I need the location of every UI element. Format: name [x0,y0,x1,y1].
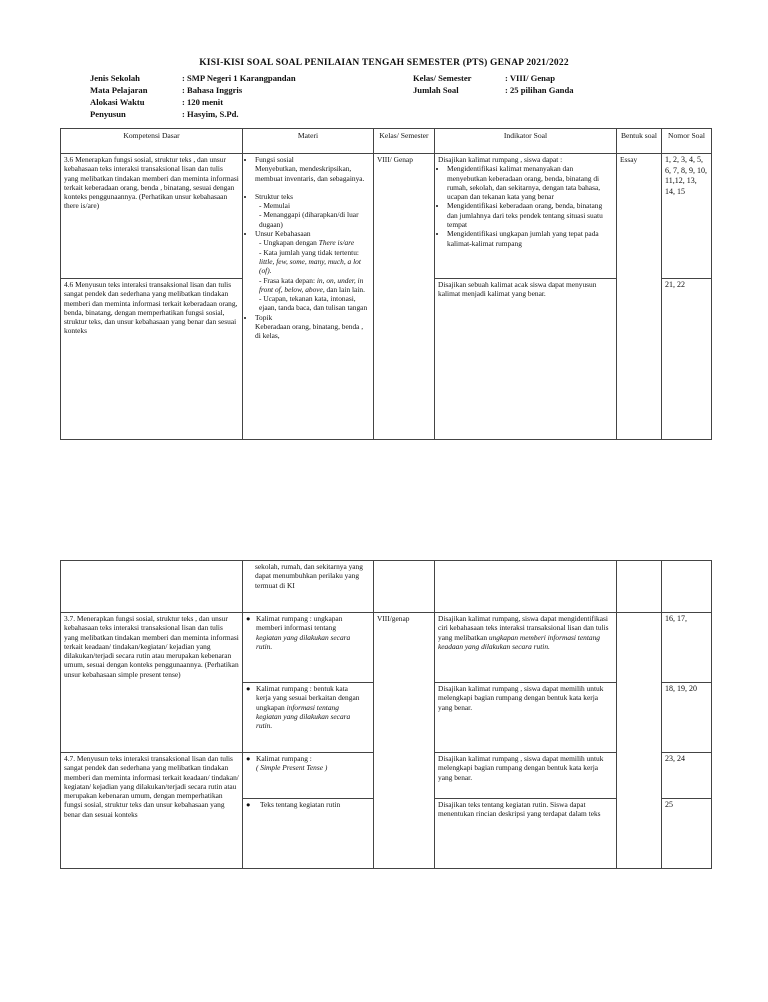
materi-cell-4-7-a [243,753,374,799]
col-header-kd: Kompetensi Dasar [61,129,243,154]
materi-unsur-item [259,276,370,295]
materi-unsur-item: - Ucapan, tekanan kata, intonasi, ejaan, tanda baca, dan tulisan tangan [259,294,370,313]
text-italic: There is/are [318,238,355,248]
meta-row-sekolah [90,72,296,84]
materi-unsur-item [259,238,370,247]
materi-continued: sekolah, rumah, dan sekitarnya yang dapat menumbuhkan perilaku yang termuat di KI [243,561,374,613]
text-italic: informasi tentang kegiatan yang dilakukan secara rutin. [256,702,351,731]
bullet-icon: ● [246,614,251,623]
col-header-materi: Materi [243,129,374,154]
meta-row-mapel [90,84,296,96]
meta-left [90,72,296,120]
meta-label: Jenis Sekolah [90,73,140,83]
bullet-icon: ● [246,684,251,693]
materi-text [256,684,362,730]
indikator-cell-3-6 [435,154,617,279]
bullet-icon: ● [246,800,251,809]
meta-label: Alokasi Waktu [90,97,145,107]
materi-struktur-item: - Memulai [259,201,370,210]
indikator-intro: Disajikan kalimat rumpang , siswa dapat : [438,155,563,164]
kelas-cell-2: VIII/genap [374,613,435,869]
text: Kalimat rumpang : bentuk kata kerja yang sesuai berkaitan dengan ungkapan [256,684,360,712]
materi-fungsi-body: Menyebutkan, mendeskripsikan, membuat inventaris, dan sebagainya. [255,164,365,183]
bullet-icon: ● [246,754,251,763]
text: dan lain lain. [324,284,365,294]
materi-text [256,754,362,773]
materi-struktur-item: - Menanggapi (diharapkan/di luar dugaan) [259,210,370,229]
meta-value: : Hasyim, S.Pd. [182,109,239,119]
text: Kalimat rumpang : [256,754,312,763]
text-italic: in, on, under, in front of, below, above, [259,275,364,294]
bentuk-cell-2 [617,613,662,869]
kelas-cell: VIII/ Genap [374,154,435,440]
meta-row-penyusun [90,108,296,120]
indikator-cell-3-7-b: Disajikan kalimat rumpang , siswa dapat memilih untuk melengkapi bagian rumpang dengan bentuk kata kerja yang benar. [435,683,617,753]
text-italic: ungkapan memberi informasi tentang keadaan yang dilakukan secara rutin. [438,632,600,651]
text: Kalimat rumpang : ungkapan memberi informasi tentang [256,614,343,633]
kd-cell-empty [61,561,243,613]
col-header-bentuk: Bentuk soal [617,129,662,154]
kd-cell-3-7: 3.7. Menerapkan fungsi sosial, struktur teks , dan unsur kebahasaan teks interaksi transaksional lisan dan tulis yang melibatkan tindakan memberi dan meminta informasi terkait keadaan/ tindakan/kegiatan/ kejadian yang dilakukan/terjadi secara rutin atau merupakan kebenaran umum, sesuai dengan konteks penggunaannya. (Perhatikan unsur kebahasaan simple present tense) [61,613,243,753]
indikator-item: • Mengidentifikasi kalimat menanyakan dan menyebutkan keberadaan orang, benda, binatang di rumah, sekolah, dan sekitarnya, dengan tata bahasa, ucapan dan tekanan kata yang benar [447,164,613,201]
nomor-cell-3-7-b: 18, 19, 20 [662,683,712,753]
meta-value: : 120 menit [182,97,224,107]
text: Kata jumlah yang tidak tertentu: [263,247,359,257]
materi-topik [255,313,370,341]
meta-label: Jumlah Soal [413,85,459,95]
indikator-cell-empty [435,561,617,613]
text-italic: kegiatan yang dilakukan secara rutin. [256,632,351,651]
indikator-item: • Mengidentifikasi keberadaan orang, benda, binatang dan jumlahnya dari teks pendek tentang situasi suatu tempat [447,201,613,229]
materi-cell-3-7-b [243,683,374,753]
nomor-cell-4-7-b: 25 [662,799,712,869]
bentuk-cell-empty [617,561,662,613]
nomor-cell-4-7-a: 23, 24 [662,753,712,799]
meta-label: Penyusun [90,109,126,119]
col-header-indikator: Indikator Soal [435,129,617,154]
indikator-cell-4-7-a: Disajikan kalimat rumpang , siswa dapat memilih untuk melengkapi bagian rumpang dengan bentuk kata kerja yang benar. [435,753,617,799]
indikator-cell-4-6: Disajikan sebuah kalimat acak siswa dapat menyusun kalimat menjadi kalimat yang benar. [435,279,617,440]
materi-text: Teks tentang kegiatan rutin [260,800,341,809]
document-title: KISI-KISI SOAL SOAL PENILAIAN TENGAH SEMESTER (PTS) GENAP 2021/2022 [199,58,569,68]
meta-label: Mata Pelajaran [90,85,148,95]
materi-struktur [255,192,370,229]
bentuk-cell: Essay [617,154,662,440]
meta-value: : SMP Negeri 1 Karangpandan [182,73,296,83]
materi-unsur-head: Unsur Kebahasaan [255,229,311,239]
nomor-cell-4-6: 21, 22 [662,279,712,440]
meta-row-jumlah [413,84,574,96]
materi-cell-3-7-a [243,613,374,683]
meta-value: : Bahasa Inggris [182,85,243,95]
indikator-cell-4-7-b: Disajikan teks tentang kegiatan rutin. Siswa dapat menentukan rincian deskripsi yang terdapat dalam teks [435,799,617,869]
materi-unsur-item [259,248,370,276]
text-italic: ( Simple Present Tense ) [256,763,328,773]
nomor-cell-3-6: 1, 2, 3, 4, 5, 6, 7, 8, 9, 10, 11,12, 13, 14, 15 [662,154,712,279]
meta-value: : VIII/ Genap [505,73,555,83]
materi-unsur [255,229,370,313]
materi-text [256,614,362,651]
meta-right [413,72,574,96]
kd-cell-4-6: 4.6 Menyusun teks interaksi transaksional lisan dan tulis sangat pendek dan sederhana yang melibatkan tindakan memberi dan meminta informasi terkait keberadaan orang, benda, binatang, dengan memperhatikan fungsi sosial, struktur teks, dan unsur kebahasaan yang benar dan sesuai konteks [61,279,243,440]
materi-topik-body: Keberadaan orang, binatang, benda , di kelas, [255,322,364,341]
kd-cell-3-6: 3.6 Menerapkan fungsi sosial, struktur teks , dan unsur kebahasaan teks interaksi transaksional lisan dan tulis yang melibatkan tindakan memberi dan meminta informasi terkait keberadaan orang, benda , binatang, sesuai dengan konteks penggunaannya. (Perhatikan unsur kebahasaan there is/are) [61,154,243,279]
col-header-nomor: Nomor Soal [662,129,712,154]
materi-cell [243,154,374,440]
meta-row-waktu [90,96,296,108]
materi-fungsi [255,155,370,183]
nomor-cell-empty [662,561,712,613]
meta-value: : 25 pilihan Ganda [505,85,574,95]
nomor-cell-3-7-a: 16, 17, [662,613,712,683]
meta-row-kelas [413,72,574,84]
kisi-table-page-2 [60,560,712,869]
materi-list [246,155,370,341]
kd-cell-4-7: 4.7. Menyusun teks interaksi transaksional lisan dan tulis sangat pendek dan sederhana yang melibatkan tindakan memberi dan meminta informasi terkait keadaan/ tindakan/ kegiatan/ kejadian yang dilakukan/terjadi secara rutin atau merupakan kebenaran umum, dengan memperhatikan fungsi sosial, struktur teks dan unsur kebahasaan yang benar dan sesuai konteks [61,753,243,869]
text: Frasa kata depan: [263,275,317,285]
indikator-list [438,164,613,248]
kelas-cell-empty [374,561,435,613]
materi-struktur-head: Struktur teks [255,191,293,201]
kisi-table-page-1 [60,128,712,440]
materi-fungsi-head: Fungsi sosial [255,155,294,164]
meta-label: Kelas/ Semester [413,73,472,83]
text: Disajikan kalimat rumpang, siswa dapat mengidentifikasi ciri kebahasaan teks interaksi transaksional lisan dan tulis yang melibatkan [438,614,609,642]
text-italic: little, few, some, many, much, a lot (of). [259,256,361,276]
materi-cell-4-7-b [243,799,374,869]
indikator-item: • Mengidentifikasi ungkapan jumlah yang tepat pada kalimat-kalimat rumpang [447,229,613,248]
indikator-cell-3-7-a [435,613,617,683]
col-header-kelas: Kelas/ Semester [374,129,435,154]
text: Ungkapan dengan [263,238,319,248]
materi-topik-head: Topik [255,312,273,322]
materi-struktur-list [255,201,370,229]
materi-unsur-list [255,238,370,312]
